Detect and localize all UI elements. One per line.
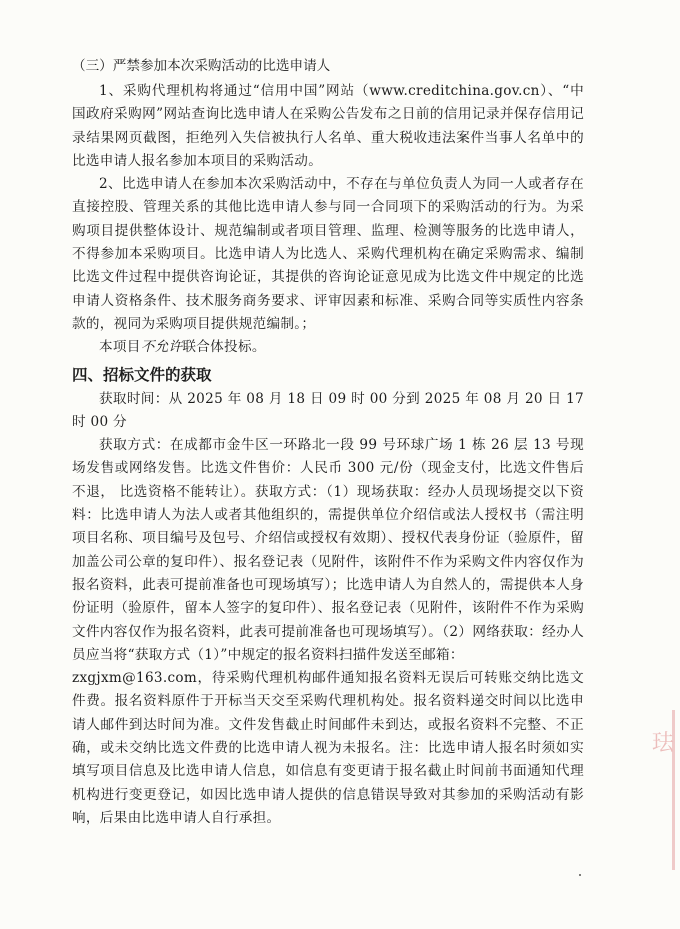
acquisition-method <box>72 434 584 667</box>
section-3-item-1 <box>72 80 584 173</box>
consortium-italic: 不允许 <box>140 339 183 356</box>
red-seal-fragment <box>650 710 680 870</box>
section-3-title: （三）严禁参加本次采购活动的比选申请人 <box>72 58 331 74</box>
acquisition-method-text: 获取方式：在成都市金牛区一环路北一段 99 号环球广场 1 栋 26 层 13 号现场发售或网络发售。比选文件售价：人民币 300 元/份（现金支付，比选文件售后不退， 比选资格不能转让）。获取方式：（1）现场获取：经办人员现场提交以下资料：比选申请人为法人或者其他组织的，需提供单位介绍信或法人授权书（需注明项目名称、项目编号及包号、介绍信或授权有效期）、授权代表身份证（验原件，留加盖公司公章的复印件）、报名登记表（见附件，该附件不作为采购文件内容仅作为报名资料，此表可提前准备也可现场填写）；比选申请人为自然人的，需提供本人身份证明（验原件，留本人签字的复印件）、报名登记表（见附件，该附件不作为采购文件内容仅作为报名资料，此表可提前准备也可现场填写）。（2）网络获取：经办人员应当将“获取方式（1）”中规定的报名资料扫描件发送至邮箱： <box>72 437 584 663</box>
consortium-prefix: 本项目 <box>99 339 141 356</box>
email-paragraph <box>72 667 584 830</box>
consortium-suffix: 联合体投标。 <box>182 339 266 356</box>
section-3-item-2 <box>72 173 584 336</box>
acquisition-time <box>72 388 584 435</box>
svg-text:珐: 珐 <box>652 731 675 756</box>
email-paragraph-text: zxgjxm@163.com，待采购代理机构邮件通知报名资料无误后可转账交纳比选文件费。报名资料原件于开标当天交至采购代理机构处。报名资料递交时间以比选申请人邮件到达时间为准。文件发售截止时间邮件未到达，或报名资料不完整、不正确，或未交纳比选文件费的比选申请人视为未报名。注：比选申请人报名时须如实填写项目信息及比选申请人信息，如信息有变更请于报名截止时间前书面通知代理机构进行变更登记，如因比选申请人提供的信息错误导致对其参加的采购活动有影响，后果由比选申请人自行承担。 <box>72 670 584 826</box>
document-body <box>72 52 584 830</box>
acquisition-time-text: 获取时间：从 2025 年 08 月 18 日 09 时 00 分到 2025 年 08 月 20 日 17 时 00 分 <box>72 390 584 430</box>
consortium-note <box>72 336 584 359</box>
section-4-heading: 四、招标文件的获取 <box>72 365 212 384</box>
item-1-text: 1、采购代理机构将通过“信用中国”网站（www.creditchina.gov.cn）、“中国政府采购网”网站查询比选申请人在采购公告发布之日前的信用记录并保存信用记录结果网页截图，拒绝列入失信被执行人名单、重大税收违法案件当事人名单中的比选申请人报名参加本项目的采购活动。 <box>72 83 584 169</box>
scan-speck <box>579 874 581 876</box>
item-2-text: 2、比选申请人在参加本次采购活动中，不存在与单位负责人为同一人或者存在直接控股、管理关系的其他比选申请人参与同一合同项下的采购活动的行为。为采购项目提供整体设计、规范编制或者项目管理、监理、检测等服务的比选申请人，不得参加本采购项目。比选申请人为比选人、采购代理机构在确定采购需求、编制比选文件过程中提供咨询论证，其提供的咨询论证意见成为比选文件中规定的比选申请人资格条件、技术服务商务要求、评审因素和标准、采购合同等实质性内容条款的，视同为采购项目提供规范编制。； <box>72 176 584 332</box>
